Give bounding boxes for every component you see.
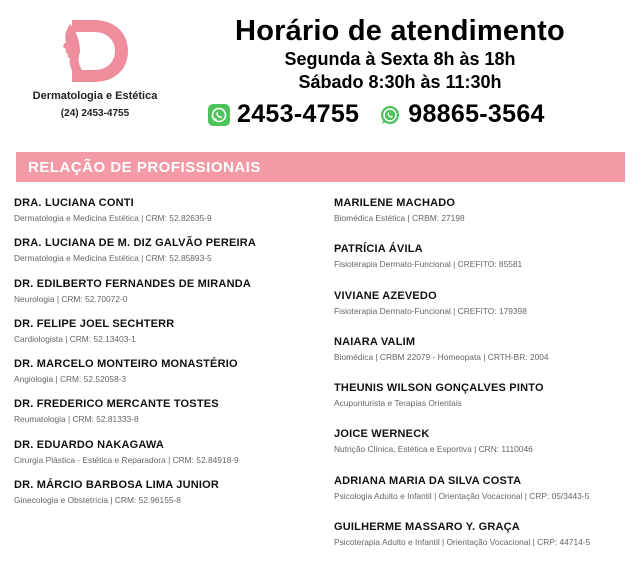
professional-specialty: Neurologia | CRM: 52.70072-0 (14, 293, 128, 304)
section-header (16, 152, 625, 182)
professional-specialty: Psicologia Adulto e Infantil | Orientação Vocacional | CRP: 05/3443-5 (334, 490, 590, 501)
professional-specialty: Nutrição Clínica, Estética e Esportiva | CRN: 1110046 (334, 444, 533, 455)
professional-name: NAIARA VALIM (334, 335, 416, 348)
professional-name: VIVIANE AZEVEDO (334, 289, 437, 302)
professional-name: DRA. LUCIANA CONTI (14, 197, 134, 209)
professional-specialty: Biomédica Estética | CRBM: 27198 (334, 213, 465, 223)
list-item (14, 197, 314, 237)
hours-weekdays: Segunda à Sexta 8h às 18h (284, 49, 516, 69)
contact-phone-1[interactable] (208, 100, 359, 129)
list-item (334, 521, 634, 567)
professional-specialty: Dermatologia e Medicina Estética | CRM: 52.85893-5 (14, 253, 212, 264)
professional-specialty: Fisioterapia Dermato-Funcional | CREFITO: 85581 (334, 259, 523, 270)
professional-name: DR. EDUARDO NAKAGAWA (14, 438, 165, 451)
page-title: Horário de atendimento (235, 15, 565, 47)
professional-specialty: Ginecologia e Obstetrícia | CRM: 52.96155-8 (14, 495, 181, 506)
professional-specialty: Cardiologista | CRM: 52.13403-1 (14, 333, 136, 344)
professional-name: DR. MÁRCIO BARBOSA LIMA JUNIOR (14, 479, 220, 492)
professional-specialty: Fisioterapia Dermato-Funcional | CREFITO: 179398 (334, 305, 527, 316)
face-profile-letter-d-logo-icon (60, 18, 130, 84)
professional-specialty: Cirurgia Plástica - Estética e Reparadora | CRM: 52.84918-9 (14, 454, 239, 465)
professional-name: DRA. LUCIANA DE M. DIZ GALVÃO PEREIRA (14, 237, 257, 250)
professional-name: PATRÍCIA ÁVILA (334, 243, 423, 256)
list-item (14, 439, 314, 479)
professional-name: GUILHERME MASSARO Y. GRAÇA (334, 521, 520, 534)
logo-title: Dermatologia e Estética (32, 90, 158, 102)
list-item (14, 318, 314, 358)
list-item (14, 358, 314, 398)
professional-name: ADRIANA MARIA DA SILVA COSTA (334, 474, 522, 487)
clinic-logo (20, 18, 170, 119)
list-item (334, 428, 634, 474)
professional-name: DR. FREDERICO MERCANTE TOSTES (14, 398, 219, 411)
list-item (14, 278, 314, 318)
professional-specialty: Biomédica | CRBM 22079 - Homeopata | CRTH-BR: 2004 (334, 351, 549, 362)
professional-name: THEUNIS WILSON GONÇALVES PINTO (334, 382, 544, 395)
professional-specialty: Psicoterapia Adulto e Infantil | Orientação Vocacional | CRP: 44714-5 (334, 537, 591, 548)
list-item (14, 479, 314, 519)
logo-phone: (24) 2453-4755 (60, 108, 130, 119)
list-item (334, 336, 634, 382)
list-item (14, 237, 314, 277)
whatsapp-icon (208, 104, 230, 126)
professional-name: JOICE WERNECK (334, 428, 430, 441)
hours-saturday: Sábado 8:30h às 11:30h (298, 72, 502, 92)
professional-specialty: Acupunturista e Terapias Orientais (334, 398, 462, 409)
professional-specialty: Dermatologia e Medicina Estética | CRM: 52.82635-9 (14, 213, 212, 223)
professional-name: MARILENE MACHADO (334, 197, 456, 209)
whatsapp-icon (379, 104, 401, 126)
professional-specialty: Reumatologia | CRM: 52.81333-8 (14, 414, 139, 425)
list-item (334, 382, 634, 428)
professionals-right-column (334, 197, 634, 567)
list-item (14, 398, 314, 438)
opening-hours (190, 14, 610, 94)
professional-name: DR. MARCELO MONTEIRO MONASTÉRIO (14, 358, 238, 371)
section-title: RELAÇÃO DE PROFISSIONAIS (28, 159, 261, 176)
contact-numbers (208, 100, 565, 129)
phone-number-2: 98865-3564 (408, 100, 545, 128)
list-item (334, 475, 634, 521)
phone-number-1: 2453-4755 (237, 100, 360, 128)
professional-name: DR. FELIPE JOEL SECHTERR (14, 317, 175, 330)
list-item (334, 197, 634, 243)
list-item (334, 243, 634, 289)
professionals-left-column (14, 197, 314, 519)
professional-name: DR. EDILBERTO FERNANDES DE MIRANDA (14, 277, 251, 290)
professional-specialty: Angiologia | CRM: 52.52058-3 (14, 374, 127, 385)
list-item (334, 290, 634, 336)
contact-phone-2[interactable] (379, 100, 544, 129)
